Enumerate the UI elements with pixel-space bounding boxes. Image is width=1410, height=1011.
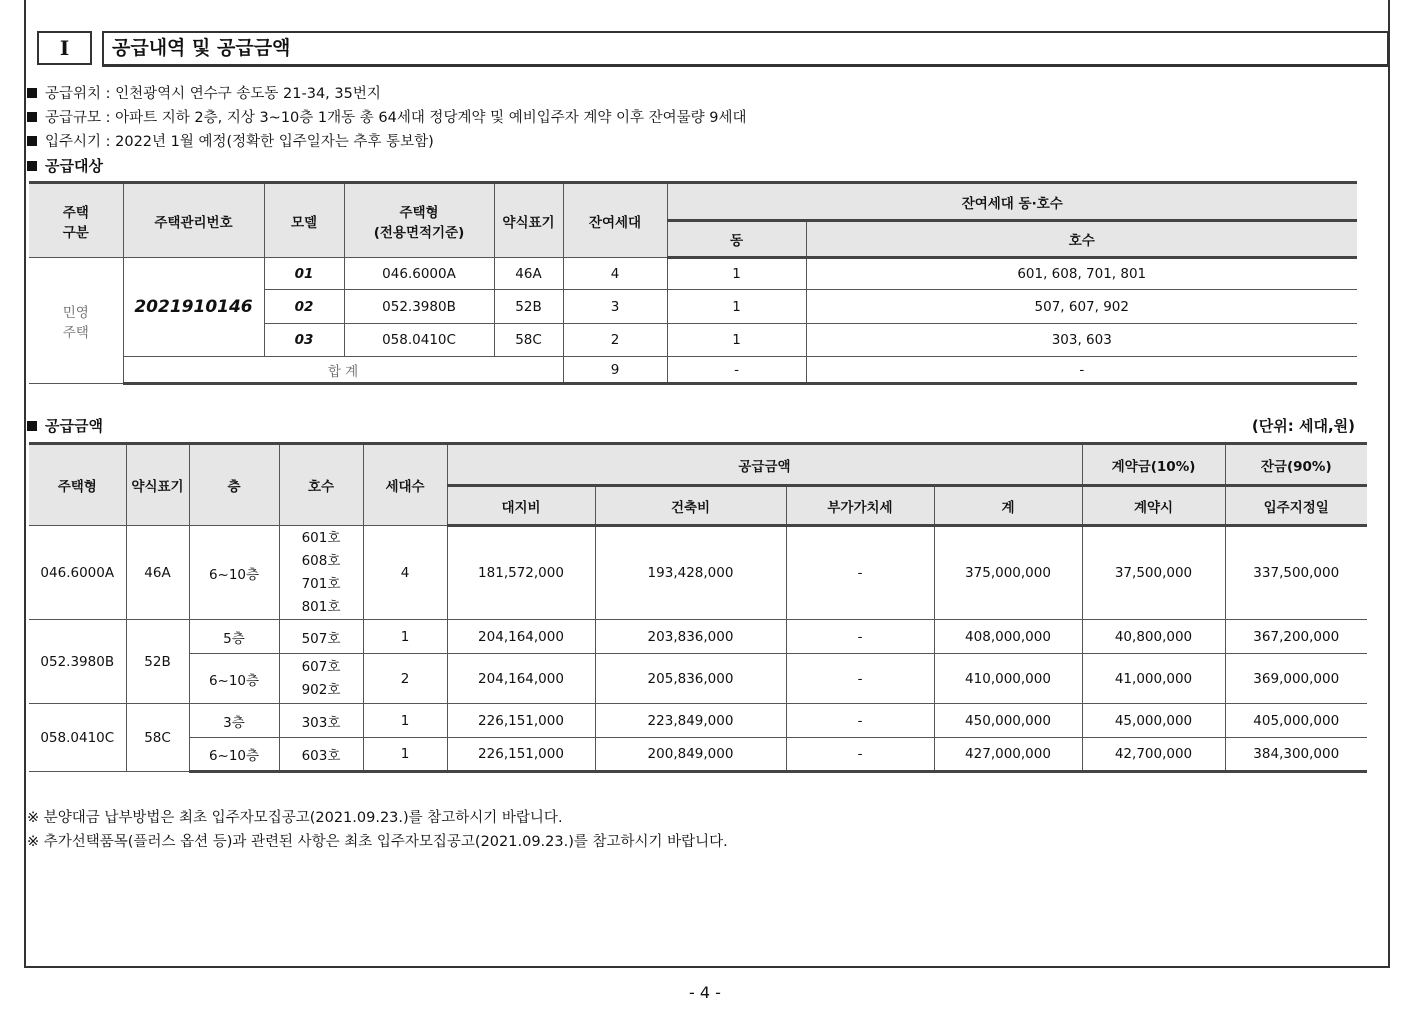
deposit-cell: 45,000,000 <box>1082 704 1225 738</box>
balance-cell: 367,200,000 <box>1225 620 1367 654</box>
supply-target-table <box>29 181 1357 385</box>
sum-cell: 375,000,000 <box>934 526 1082 620</box>
bullet-square-icon <box>27 421 37 431</box>
floor-cell: 6~10층 <box>189 654 279 704</box>
ho-cell <box>279 738 363 772</box>
building-cell: 193,428,000 <box>595 526 786 620</box>
ho-cell <box>279 704 363 738</box>
sum-cell: 408,000,000 <box>934 620 1082 654</box>
housing-type-cell: 058.0410C <box>29 704 126 772</box>
header-model: 모델 <box>264 183 344 258</box>
deposit-cell: 40,800,000 <box>1082 620 1225 654</box>
supply-price-heading: 공급금액 <box>27 415 103 436</box>
households-cell: 4 <box>363 526 447 620</box>
balance-cell: 337,500,000 <box>1225 526 1367 620</box>
balance-cell: 405,000,000 <box>1225 704 1367 738</box>
balance-cell: 384,300,000 <box>1225 738 1367 772</box>
table-row <box>29 258 1357 290</box>
supply-target-heading: 공급대상 <box>27 155 103 176</box>
land-cell: 204,164,000 <box>447 654 595 704</box>
building-cell: 200,849,000 <box>595 738 786 772</box>
header-deposit-when: 계약시 <box>1082 486 1225 526</box>
header-abbr: 약식표기 <box>494 183 563 258</box>
ho-cell: 303, 603 <box>806 324 1357 357</box>
dong-cell: 1 <box>667 258 806 290</box>
abbr-cell: 46A <box>126 526 189 620</box>
header-management-number: 주택관리번호 <box>123 183 264 258</box>
dong-cell: 1 <box>667 324 806 357</box>
header-housing-type: 주택형 <box>29 444 126 526</box>
header-dong: 동 <box>667 221 806 258</box>
section-title: 공급내역 및 공급금액 <box>102 31 1390 67</box>
remaining-cell: 2 <box>563 324 667 357</box>
ho-item: 603호 <box>301 748 341 764</box>
header-balance: 잔금(90%) <box>1225 444 1367 486</box>
unit-label: (단위: 세대,원) <box>1251 417 1355 435</box>
header-sum: 계 <box>934 486 1082 526</box>
vat-cell: - <box>786 738 934 772</box>
ho-item: 607호 <box>301 658 341 675</box>
deposit-cell: 42,700,000 <box>1082 738 1225 772</box>
households-cell: 1 <box>363 738 447 772</box>
header-supply-amount: 공급금액 <box>447 444 1082 486</box>
abbr-cell: 52B <box>126 620 189 704</box>
total-label: 합 계 <box>123 357 563 384</box>
header-balance-when: 입주지정일 <box>1225 486 1367 526</box>
housing-category: 민영 주택 <box>29 258 123 384</box>
ho-item: 608호 <box>301 552 341 569</box>
header-ho: 호수 <box>279 444 363 526</box>
households-cell: 2 <box>363 654 447 704</box>
remaining-cell: 3 <box>563 290 667 324</box>
vat-cell: - <box>786 620 934 654</box>
header-housing-type: 주택형 (전용면적기준) <box>344 183 494 258</box>
housing-type-cell: 046.6000A <box>29 526 126 620</box>
table-row <box>29 526 1367 620</box>
info-move-in: 입주시기 : 2022년 1월 예정(정확한 입주일자는 추후 통보함) <box>27 130 434 151</box>
building-cell: 205,836,000 <box>595 654 786 704</box>
ho-cell <box>279 526 363 620</box>
header-ho: 호수 <box>806 221 1357 258</box>
floor-cell: 5층 <box>189 620 279 654</box>
info-location: 공급위치 : 인천광역시 연수구 송도동 21-34, 35번지 <box>27 82 381 103</box>
housing-type-cell: 052.3980B <box>29 620 126 704</box>
header-remaining: 잔여세대 <box>563 183 667 258</box>
ho-cell: 601, 608, 701, 801 <box>806 258 1357 290</box>
land-cell: 204,164,000 <box>447 620 595 654</box>
page-number: - 4 - <box>689 983 721 1002</box>
ho-item: 601호 <box>301 529 341 546</box>
table-row <box>29 620 1367 654</box>
abbr-cell: 58C <box>126 704 189 772</box>
section-number: I <box>37 31 92 65</box>
header-abbr: 약식표기 <box>126 444 189 526</box>
abbr-cell: 52B <box>494 290 563 324</box>
supply-price-table <box>29 442 1367 773</box>
header-building: 건축비 <box>595 486 786 526</box>
ho-item: 303호 <box>301 714 341 731</box>
ho-item: 801호 <box>301 598 341 615</box>
model-cell: 02 <box>264 290 344 324</box>
header-housing-category: 주택 구분 <box>29 183 123 258</box>
total-ho: - <box>806 357 1357 384</box>
balance-cell: 369,000,000 <box>1225 654 1367 704</box>
note-payment-method: ※ 분양대금 납부방법은 최초 입주자모집공고(2021.09.23.)를 참고하시기 바랍니다. <box>27 810 563 826</box>
vat-cell: - <box>786 654 934 704</box>
ho-cell <box>279 654 363 704</box>
floor-cell: 3층 <box>189 704 279 738</box>
model-cell: 03 <box>264 324 344 357</box>
housing-type-cell: 058.0410C <box>344 324 494 357</box>
ho-cell: 507, 607, 902 <box>806 290 1357 324</box>
ho-cell <box>279 620 363 654</box>
sum-cell: 427,000,000 <box>934 738 1082 772</box>
land-cell: 181,572,000 <box>447 526 595 620</box>
bullet-square-icon <box>27 112 37 122</box>
total-remaining: 9 <box>563 357 667 384</box>
floor-cell: 6~10층 <box>189 738 279 772</box>
header-households: 세대수 <box>363 444 447 526</box>
header-remaining-units: 잔여세대 동·호수 <box>667 183 1357 221</box>
building-cell: 203,836,000 <box>595 620 786 654</box>
total-row <box>29 357 1357 384</box>
model-cell: 01 <box>264 258 344 290</box>
deposit-cell: 37,500,000 <box>1082 526 1225 620</box>
table-row <box>29 738 1367 772</box>
total-dong: - <box>667 357 806 384</box>
table-row <box>29 654 1367 704</box>
ho-item: 507호 <box>301 630 341 647</box>
bullet-square-icon <box>27 88 37 98</box>
header-vat: 부가가치세 <box>786 486 934 526</box>
info-scale: 공급규모 : 아파트 지하 2층, 지상 3~10층 1개동 총 64세대 정당계약 및 예비입주자 계약 이후 잔여물량 9세대 <box>27 106 746 127</box>
sum-cell: 450,000,000 <box>934 704 1082 738</box>
bullet-square-icon <box>27 136 37 146</box>
ho-item: 902호 <box>301 681 341 698</box>
header-land: 대지비 <box>447 486 595 526</box>
sum-cell: 410,000,000 <box>934 654 1082 704</box>
floor-cell: 6~10층 <box>189 526 279 620</box>
households-cell: 1 <box>363 704 447 738</box>
bullet-square-icon <box>27 161 37 171</box>
housing-type-cell: 052.3980B <box>344 290 494 324</box>
abbr-cell: 58C <box>494 324 563 357</box>
land-cell: 226,151,000 <box>447 738 595 772</box>
dong-cell: 1 <box>667 290 806 324</box>
note-plus-option: ※ 추가선택품목(플러스 옵션 등)과 관련된 사항은 최초 입주자모집공고(2021.09.23.)를 참고하시기 바랍니다. <box>27 834 728 850</box>
housing-type-cell: 046.6000A <box>344 258 494 290</box>
table-row <box>29 704 1367 738</box>
deposit-cell: 41,000,000 <box>1082 654 1225 704</box>
vat-cell: - <box>786 704 934 738</box>
abbr-cell: 46A <box>494 258 563 290</box>
building-cell: 223,849,000 <box>595 704 786 738</box>
households-cell: 1 <box>363 620 447 654</box>
land-cell: 226,151,000 <box>447 704 595 738</box>
management-number: 2021910146 <box>123 258 264 357</box>
header-deposit: 계약금(10%) <box>1082 444 1225 486</box>
remaining-cell: 4 <box>563 258 667 290</box>
vat-cell: - <box>786 526 934 620</box>
ho-item: 701호 <box>301 575 341 592</box>
header-floor: 층 <box>189 444 279 526</box>
